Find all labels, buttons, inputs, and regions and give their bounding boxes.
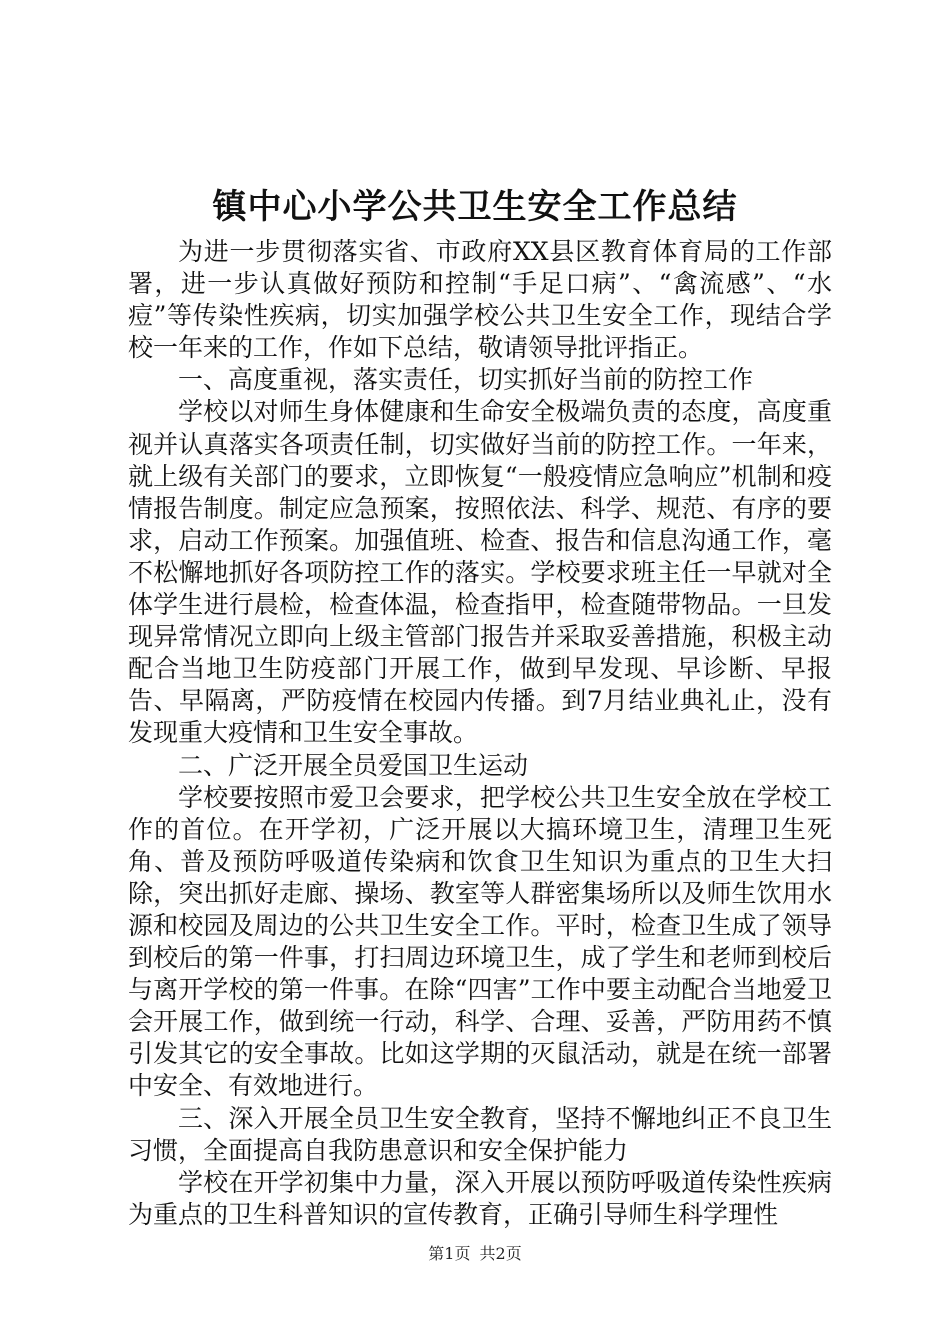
section-paragraph-1: 学校以对师生身体健康和生命安全极端负责的态度，高度重视并认真落实各项责任制，切实做好当前的防控工作。一年来，就上级有关部门的要求，立即恢复“一般疫情应急响应”机制和疫情报告制度。制定应急预案，按照依法、科学、规范、有序的要求，启动工作预案。加强值班、检查、报告和信息沟通工作，毫不松懈地抓好各项防控工作的落实。学校要求班主任一早就对全体学生进行晨检，检查体温，检查指甲，检查随带物品。一旦发现异常情况立即向上级主管部门报告并采取妥善措施，积极主动配合当地卫生防疫部门开展工作，做到早发现、早诊断、早报告、早隔离，严防疫情在校园内传播。到7月结业典礼止，没有发现重大疫情和卫生安全事故。 (128, 397, 832, 748)
section-heading-1: 一、高度重视，落实责任，切实抓好当前的防控工作 (178, 365, 754, 395)
section-paragraph-2: 学校要按照市爱卫会要求，把学校公共卫生安全放在学校工作的首位。在开学初，广泛开展以大搞环境卫生，清理卫生死角、普及预防呼吸道传染病和饮食卫生知识为重点的卫生大扫除，突出抓好走廊、操场、教室等人群密集场所以及师生饮用水源和校园及周边的公共卫生安全工作。平时，检查卫生成了领导到校后的第一件事，打扫周边环境卫生，成了学生和老师到校后与离开学校的第一件事。在除“四害”工作中要主动配合当地爱卫会开展工作，做到统一行动，科学、合理、妥善，严防用药不慎引发其它的安全事故。比如这学期的灭鼠活动，就是在统一部署中安全、有效地进行。 (128, 782, 832, 1101)
section-paragraph-3: 学校在开学初集中力量，深入开展以预防呼吸道传染性疾病为重点的卫生科普知识的宣传教育，正确引导师生科学理性 (128, 1167, 832, 1229)
section-heading-2: 二、广泛开展全员爱国卫生运动 (178, 750, 529, 780)
section-heading-3: 三、深入开展全员卫生安全教育，坚持不懈地纠正不良卫生习惯，全面提高自我防患意识和安全保护能力 (128, 1103, 832, 1165)
document-body (128, 236, 832, 1231)
document-title: 镇中心小学公共卫生安全工作总结 (212, 187, 738, 227)
page-footer (0, 1244, 950, 1264)
page-number: 第1页 (428, 1244, 471, 1263)
intro-paragraph: 为进一步贯彻落实省、市政府XX县区教育体育局的工作部署，进一步认真做好预防和控制“手足口病”、“禽流感”、“水痘”等传染性疾病，切实加强学校公共卫生安全工作，现结合学校一年来的工作，作如下总结，敬请领导批评指正。 (128, 237, 832, 363)
page-total: 共2页 (479, 1244, 522, 1263)
